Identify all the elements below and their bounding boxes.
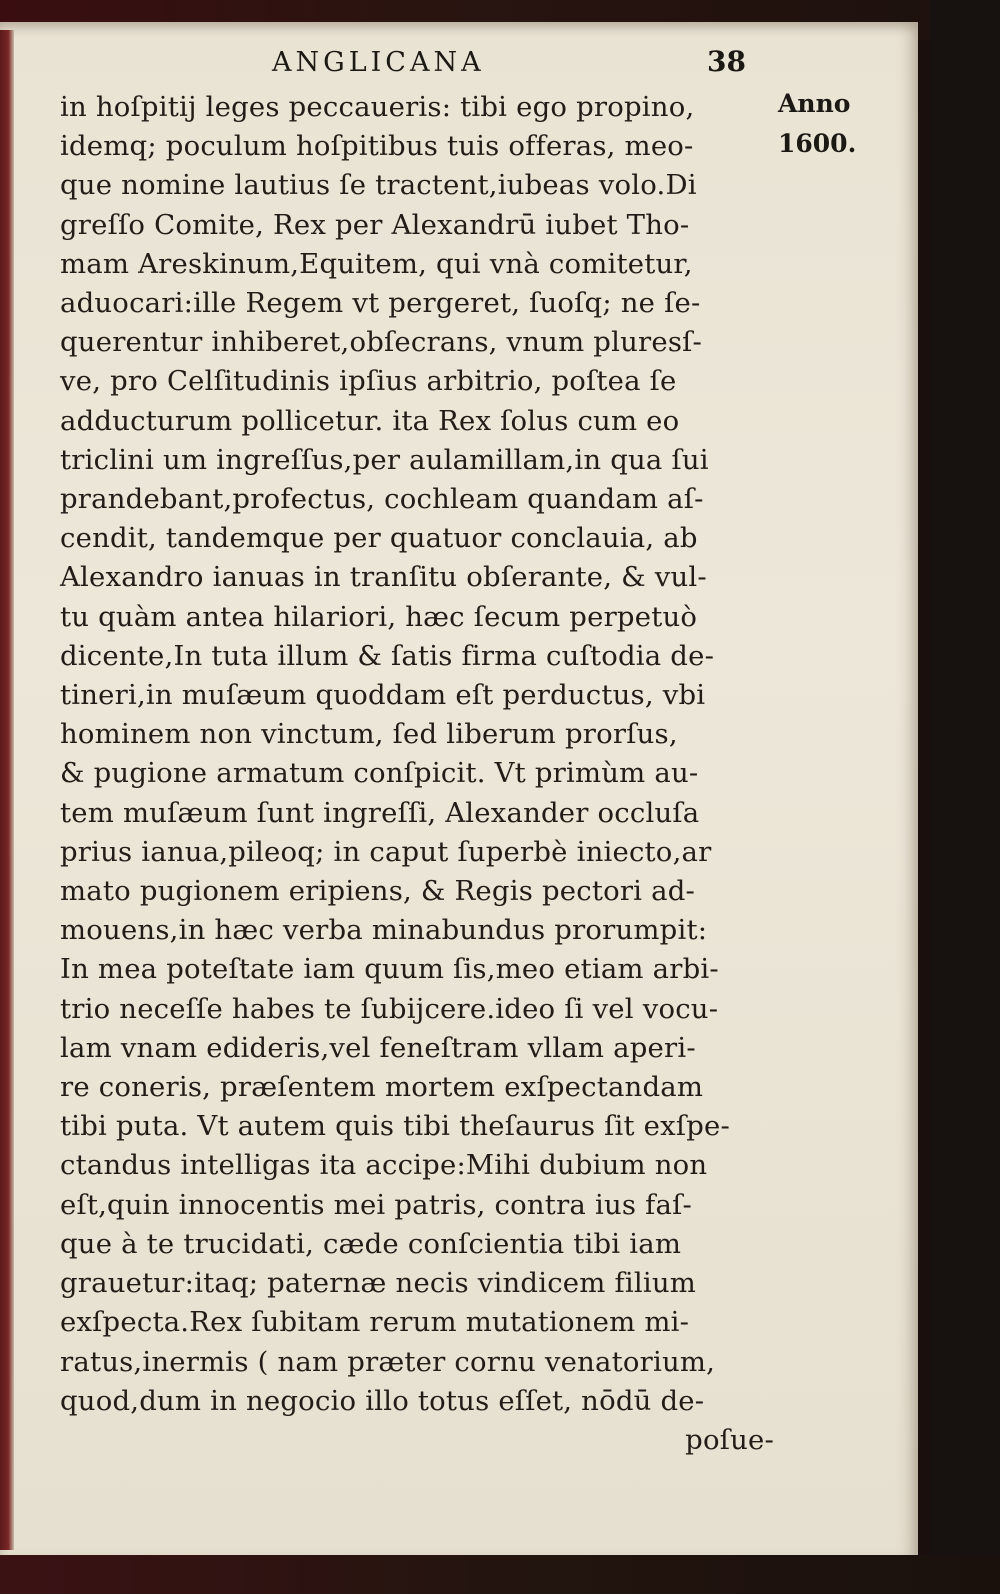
text-line: in hoſpitij leges peccaueris: tibi ego propino,	[60, 91, 695, 123]
text-line: eſt,quin innocentis mei patris, contra ius faſ-	[60, 1188, 692, 1221]
text-line: ctandus intelligas ita accipe:Mihi dubium non	[60, 1149, 708, 1182]
margin-note	[778, 84, 888, 164]
text-line: idemq; poculum hoſpitibus tuis offeras, meo-	[60, 130, 694, 163]
page-header	[0, 47, 918, 87]
text-line: cendit, tandemque per quatuor conclauia, ab	[60, 522, 698, 555]
text-line: hominem non vinctum, ſed liberum prorſus,	[60, 718, 678, 751]
text-line: prandebant,profectus, cochleam quandam aſ-	[60, 483, 704, 516]
text-line: lam vnam edideris,vel feneſtram vllam aperi-	[60, 1031, 696, 1064]
text-line: tem muſæum ſunt ingreſſi, Alexander occluſa	[60, 796, 700, 829]
background-bottom	[0, 1555, 1000, 1594]
text-line: Alexandro ianuas in tranſitu obſerante, & vul-	[60, 561, 707, 594]
running-head: ANGLICANA	[272, 47, 485, 78]
margin-note-line: Anno	[778, 89, 851, 118]
text-line: tu quàm antea hilariori, hæc ſecum perpetuò	[60, 600, 698, 633]
text-line: tibi puta. Vt autem quis tibi theſaurus ſit exſpe-	[60, 1110, 731, 1143]
body-text	[60, 88, 780, 1460]
text-line: greſſo Comite, Rex per Alexandrū iubet Tho-	[60, 208, 690, 241]
text-line: trio neceſſe habes te ſubijcere.ideo ſi vel vocu-	[60, 992, 719, 1025]
text-line: exſpecta.Rex ſubitam rerum mutationem mi-	[60, 1306, 690, 1339]
text-line: que nomine lautius ſe tractent,iubeas volo.Di	[60, 169, 697, 202]
text-line: que à te trucidati, cæde conſcientia tibi iam	[60, 1227, 682, 1260]
text-line: prius ianua,pileoq; in caput ſuperbè iniecto,ar	[60, 835, 712, 868]
text-line: quod,dum in negocio illo totus eſſet, nōdū de-	[60, 1384, 705, 1417]
page-gutter	[0, 30, 14, 1550]
text-line: mouens,in hæc verba minabundus prorumpit:	[60, 914, 708, 947]
text-line: adducturum pollicetur. ita Rex ſolus cum eo	[60, 404, 680, 437]
text-line: ratus,inermis ( nam præter cornu venatorium,	[60, 1345, 716, 1378]
catchword: poſue-	[685, 1423, 774, 1456]
text-line: & pugione armatum conſpicit. Vt primùm au-	[60, 757, 699, 790]
text-line: dicente,In tuta illum & ſatis firma cuſtodia de-	[60, 639, 715, 672]
folio-number: 38	[707, 45, 746, 78]
background-right	[930, 0, 1000, 1594]
text-line: mato pugionem eripiens, & Regis pectori ad-	[60, 875, 696, 908]
text-line: ve, pro Celſitudinis ipſius arbitrio, poſtea ſe	[60, 365, 677, 398]
text-line: mam Areskinum,Equitem, qui vnà comitetur,	[60, 247, 693, 280]
text-line: re coneris, præſentem mortem exſpectandam	[60, 1071, 704, 1104]
text-line: querentur inhiberet,obſecrans, vnum pluresſ-	[60, 326, 703, 359]
text-line: tineri,in muſæum quoddam eſt perductus, vbi	[60, 679, 706, 712]
text-line: aduocari:ille Regem vt pergeret, ſuoſq; ne ſe-	[60, 287, 701, 320]
text-line: triclini um ingreſſus,per aulamillam,in qua ſui	[60, 443, 709, 476]
text-line: In mea poteſtate iam quum ſis,meo etiam arbi-	[60, 953, 719, 986]
margin-note-line: 1600.	[778, 129, 857, 158]
text-line: grauetur:itaq; paternæ necis vindicem filium	[60, 1267, 697, 1300]
